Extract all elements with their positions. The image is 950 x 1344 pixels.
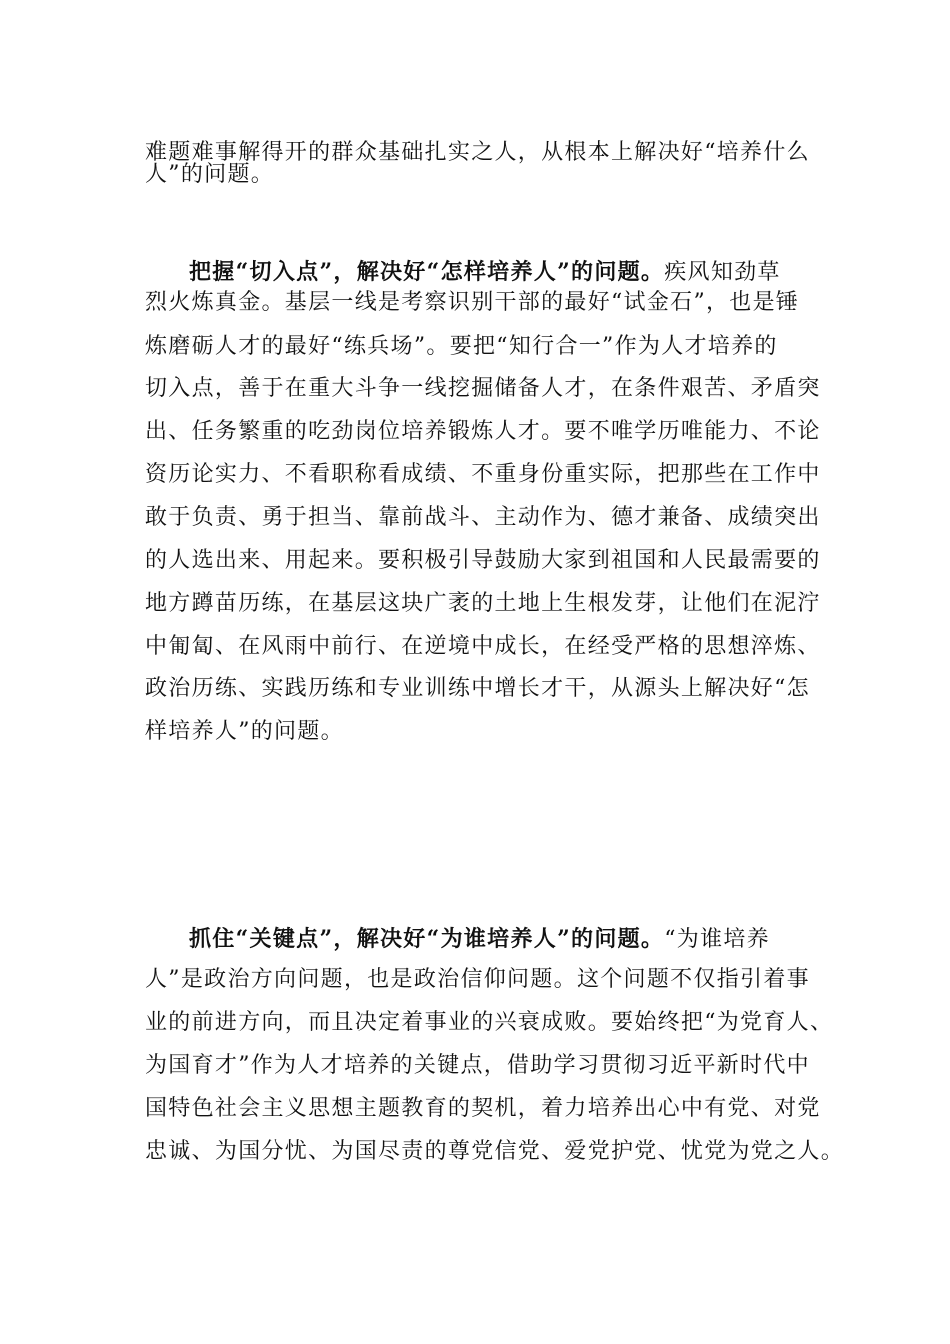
paragraph-3-line-5: 国特色社会主义思想主题教育的契机，着力培养出心中有党、对党 [145, 1096, 821, 1121]
paragraph-2-line-7: 敢于负责、勇于担当、靠前战斗、主动作为、德才兼备、成绩突出 [145, 505, 821, 530]
paragraph-3-line-1 [189, 924, 829, 955]
paragraph-3-heading: 抓住“关键点”，解决好“为谁培养人”的问题。 [189, 926, 665, 952]
paragraph-2-heading: 把握“切入点”，解决好“怎样培养人”的问题。 [189, 259, 665, 285]
paragraph-2-line-11: 政治历练、实践历练和专业训练中增长才干，从源头上解决好“怎 [145, 676, 810, 701]
paragraph-2-line-10: 中匍匐、在风雨中前行、在逆境中成长，在经受严格的思想淬炼、 [145, 634, 821, 659]
paragraph-2-line-2: 烈火炼真金。基层一线是考察识别干部的最好“试金石”，也是锤 [145, 290, 800, 315]
paragraph-3-line-1-rest: “为谁培养 [664, 927, 770, 952]
paragraph-3-line-2: 人”是政治方向问题，也是政治信仰问题。这个问题不仅指引着事 [145, 967, 810, 992]
paragraph-2-line-4: 切入点，善于在重大斗争一线挖掘储备人才，在条件艰苦、矛盾突 [145, 376, 821, 401]
paragraph-2-line-5: 出、任务繁重的吃劲岗位培养锻炼人才。要不唯学历唯能力、不论 [145, 419, 821, 444]
paragraph-1-line-2: 人”的问题。 [145, 162, 275, 187]
paragraph-1-line-1: 难题难事解得开的群众基础扎实之人，从根本上解决好“培养什么 [145, 140, 810, 165]
paragraph-2-line-1-rest: 疾风知劲草 [664, 260, 781, 285]
paragraph-2-line-1 [189, 257, 829, 288]
paragraph-3-line-6: 忠诚、为国分忧、为国尽责的尊党信党、爱党护党、忧党为党之人。 [145, 1139, 845, 1164]
paragraph-2-line-12: 样培养人”的问题。 [145, 719, 344, 744]
paragraph-3-line-4: 为国育才”作为人才培养的关键点，借助学习贯彻习近平新时代中 [145, 1053, 810, 1078]
paragraph-2-line-6: 资历论实力、不看职称看成绩、不重身份重实际，把那些在工作中 [145, 462, 821, 487]
paragraph-2-line-3: 炼磨砺人才的最好“练兵场”。要把“知行合一”作为人才培养的 [145, 334, 778, 359]
paragraph-3-line-3: 业的前进方向，而且决定着事业的兴衰成败。要始终把“为党育人、 [145, 1010, 834, 1035]
paragraph-2-line-8: 的人选出来、用起来。要积极引导鼓励大家到祖国和人民最需要的 [145, 548, 821, 573]
paragraph-2-line-9: 地方蹲苗历练，在基层这块广袤的土地上生根发芽，让他们在泥泞 [145, 591, 821, 616]
